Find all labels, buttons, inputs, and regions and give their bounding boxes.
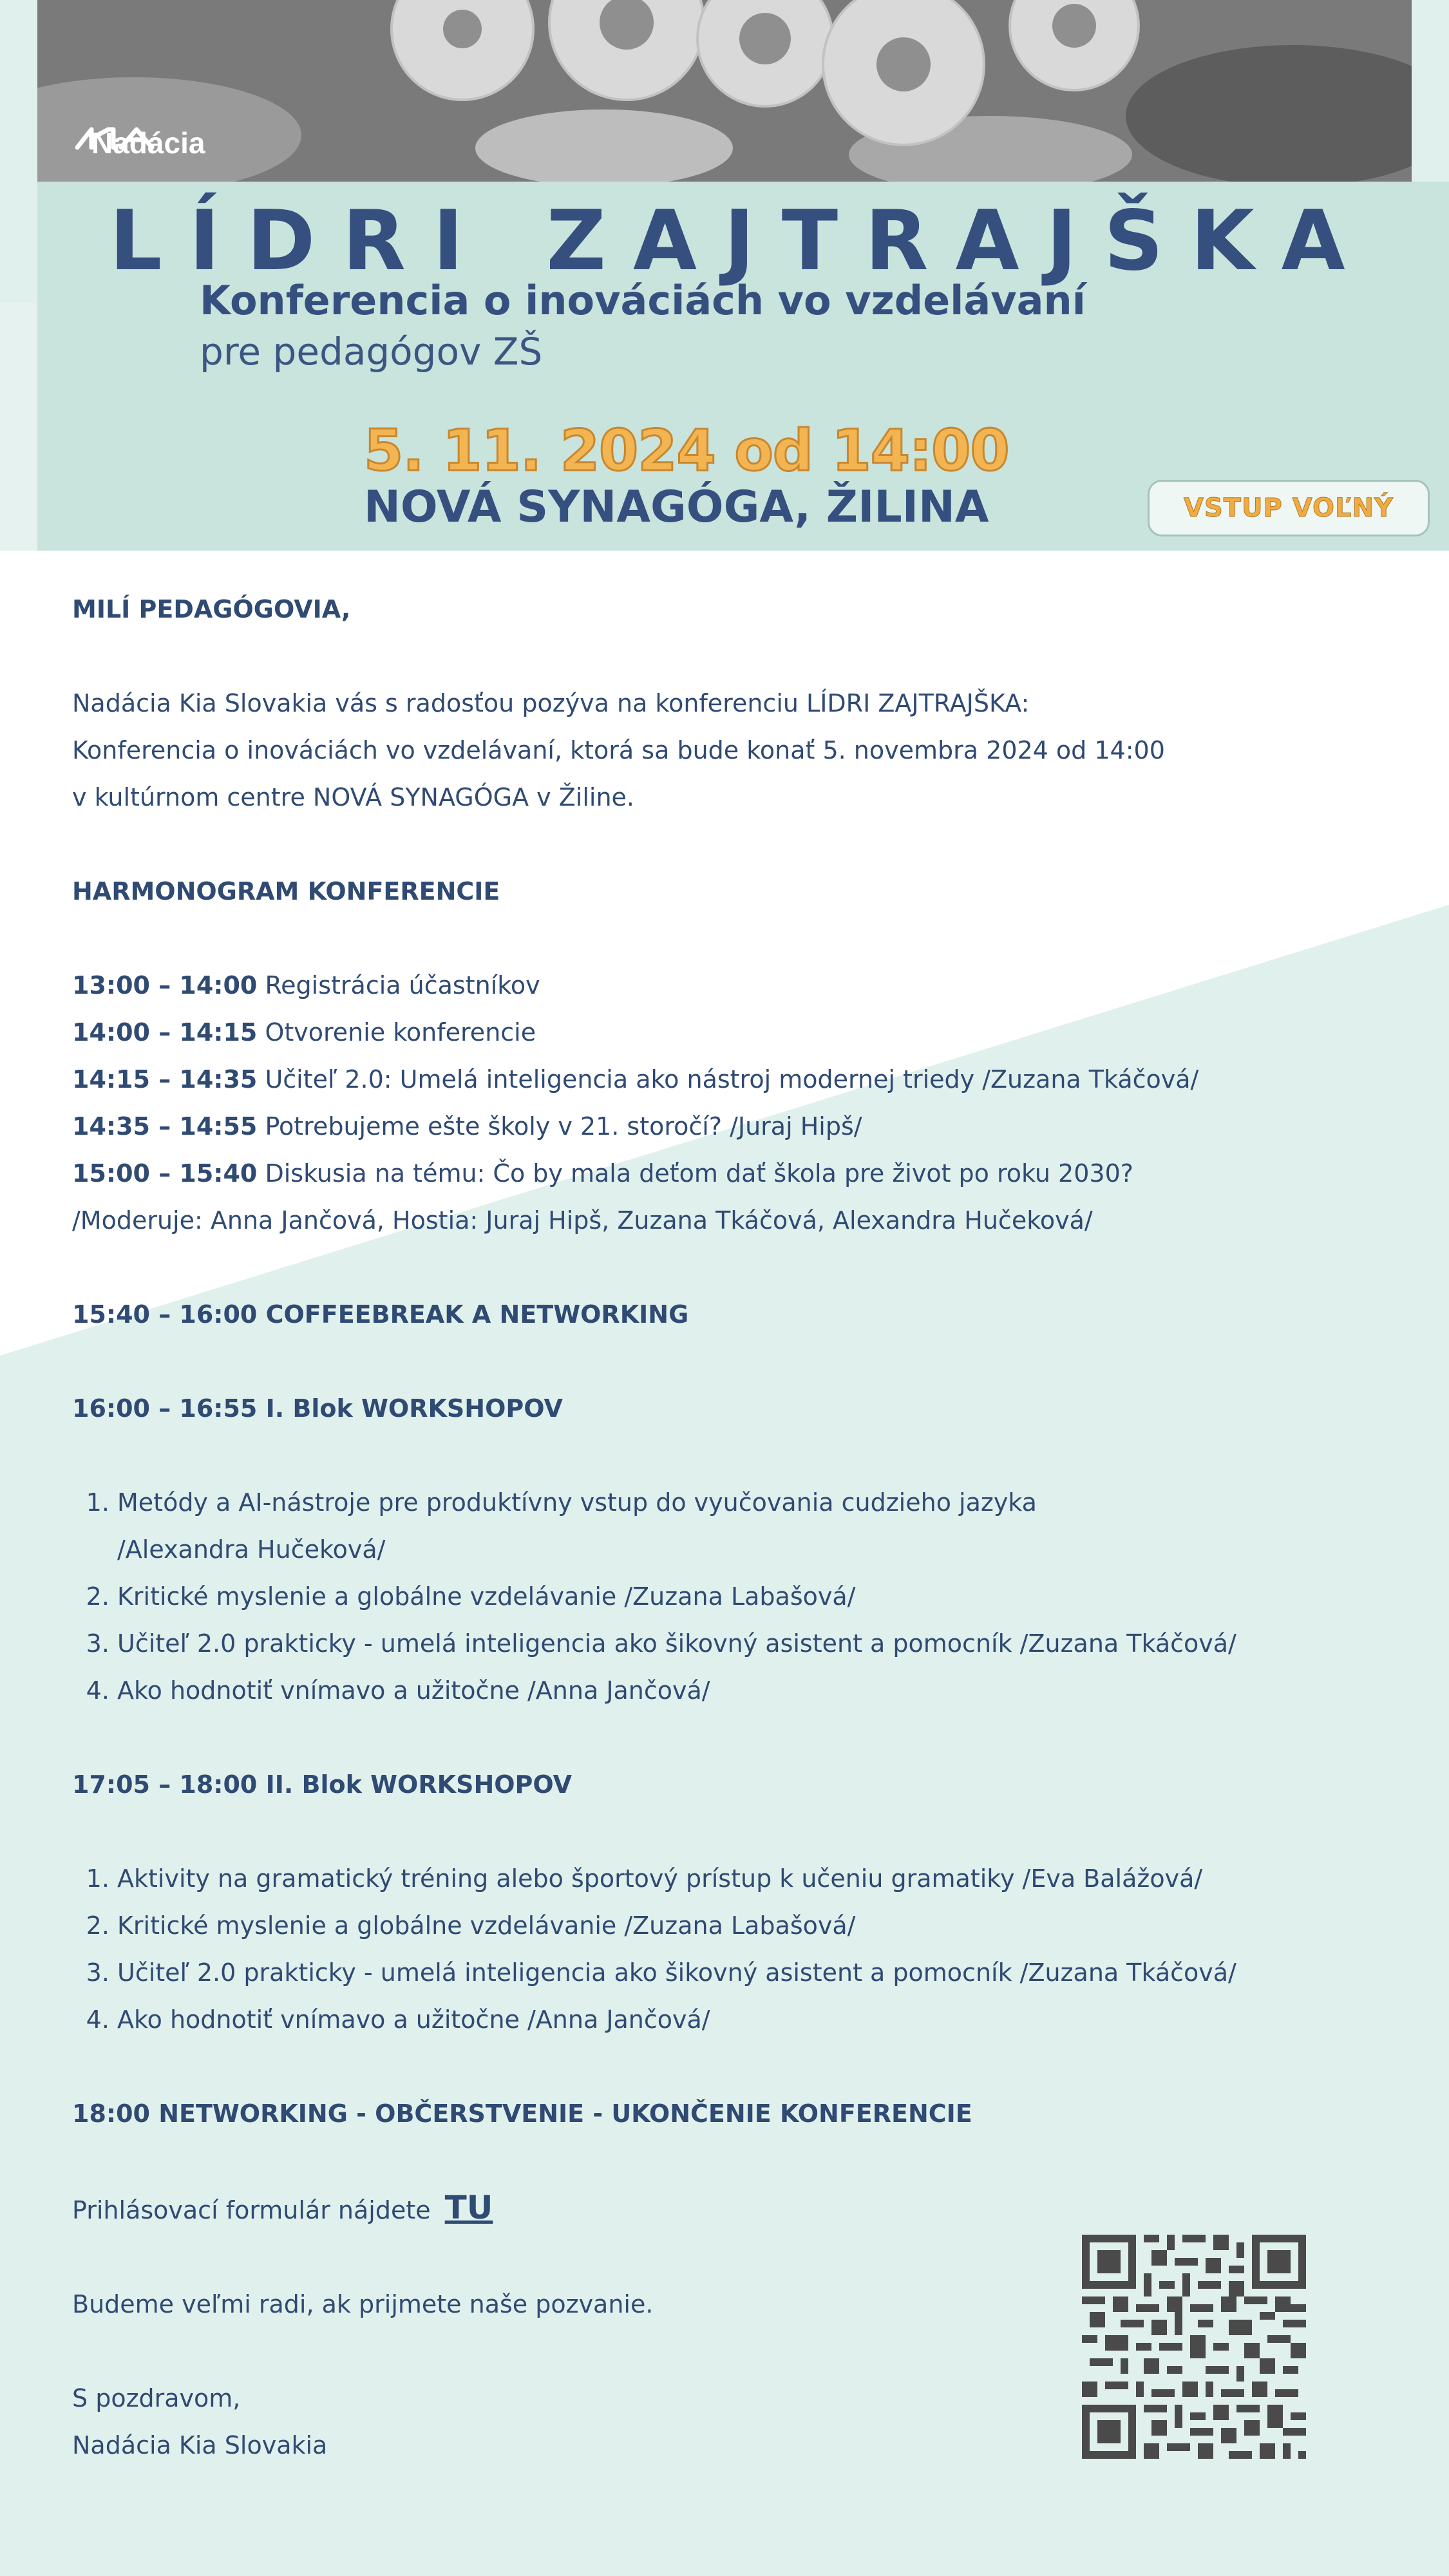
kia-logo: [75, 126, 205, 160]
schedule-text: Otvorenie konferencie: [265, 1018, 536, 1046]
registration-link[interactable]: TU: [444, 2189, 493, 2226]
invitation-line: Konferencia o inováciách vo vzdelávaní, ktorá sa bude konať 5. novembra 2024 od 14:00: [72, 736, 1165, 764]
hero-photo: [37, 0, 1412, 182]
schedule-time: 14:15 – 14:35: [72, 1065, 258, 1094]
registration-line: [72, 2184, 1392, 2234]
workshop-item: [117, 1996, 1392, 2043]
workshop-author: /Alexandra Hučeková/: [117, 1535, 386, 1564]
signature: Nadácia Kia Slovakia: [72, 2431, 328, 2459]
logo-text: Nadácia: [91, 126, 205, 160]
workshop-title: Ako hodnotiť vnímavo a užitočne /Anna Jančová/: [117, 2005, 710, 2034]
event-subtitle: Konferencia o inováciách vo vzdelávaní: [200, 277, 1086, 324]
event-audience: pre pedagógov ZŠ: [200, 330, 543, 374]
schedule-time: 14:35 – 14:55: [72, 1112, 258, 1141]
schedule-text: Učiteľ 2.0: Umelá inteligencia ako nástroj modernej triedy /Zuzana Tkáčová/: [265, 1065, 1199, 1094]
schedule-heading: HARMONOGRAM KONFERENCIE: [72, 877, 500, 905]
workshop-title: Kritické myslenie a globálne vzdelávanie /Zuzana Labašová/: [117, 1911, 856, 1940]
invitation-line: Nadácia Kia Slovakia vás s radosťou pozýva na konferenciu LÍDRI ZAJTRAJŠKA:: [72, 689, 1030, 717]
invitation-line: v kultúrnom centre NOVÁ SYNAGÓGA v Žiline.: [72, 783, 634, 811]
workshop-title: Ako hodnotiť vnímavo a užitočne /Anna Jančová/: [117, 1676, 710, 1705]
workshop-item: [117, 1573, 1392, 1620]
coffee-break: 15:40 – 16:00 COFFEEBREAK A NETWORKING: [72, 1300, 689, 1329]
qr-code[interactable]: [1082, 2235, 1306, 2459]
invitation-body: [72, 586, 1392, 2469]
workshop-item: [117, 1620, 1392, 1667]
schedule-item: [72, 1150, 1392, 1197]
greeting: MILÍ PEDAGÓGOVIA,: [72, 595, 351, 623]
workshop-block-1-list: [72, 1479, 1392, 1714]
workshop-item: [117, 1667, 1392, 1714]
schedule-time: 13:00 – 14:00: [72, 971, 258, 999]
workshop-item: [117, 1902, 1392, 1949]
schedule-text: Registrácia účastníkov: [265, 971, 540, 999]
schedule-item: [72, 962, 1392, 1009]
free-entry-badge: VSTUP VOĽNÝ: [1148, 480, 1430, 536]
signoff: S pozdravom,: [72, 2384, 241, 2412]
event-title: LÍDRI ZAJTRAJŠKA: [109, 193, 1372, 289]
schedule-item: [72, 1009, 1392, 1056]
workshop-title: Aktivity na gramatický tréning alebo športový prístup k učeniu gramatiky /Eva Balážová/: [117, 1864, 1203, 1893]
schedule-time: 14:00 – 14:15: [72, 1018, 258, 1046]
workshop-block-2-heading: 17:05 – 18:00 II. Blok WORKSHOPOV: [72, 1770, 573, 1799]
workshop-title: Učiteľ 2.0 prakticky - umelá inteligencia ako šikovný asistent a pomocník /Zuzana Tkáčová/: [117, 1958, 1236, 1987]
workshop-block-2-list: [72, 1855, 1392, 2043]
workshop-item: [117, 1949, 1392, 1996]
workshop-title: Kritické myslenie a globálne vzdelávanie /Zuzana Labašová/: [117, 1582, 856, 1611]
workshop-title: Učiteľ 2.0 prakticky - umelá inteligencia ako šikovný asistent a pomocník /Zuzana Tkáčová/: [117, 1629, 1236, 1658]
workshop-block-1-heading: 16:00 – 16:55 I. Blok WORKSHOPOV: [72, 1394, 563, 1423]
closing-program: 18:00 NETWORKING - OBČERSTVENIE - UKONČENIE KONFERENCIE: [72, 2099, 972, 2128]
gears-illustration: [37, 0, 1412, 182]
workshop-item: [117, 1855, 1392, 1902]
schedule-item: [72, 1056, 1392, 1103]
workshop-title: Metódy a AI-nástroje pre produktívny vstup do vyučovania cudzieho jazyka: [117, 1488, 1037, 1517]
schedule-time: 15:00 – 15:40: [72, 1159, 258, 1188]
closing-line: Budeme veľmi radi, ak prijmete naše pozvanie.: [72, 2290, 654, 2318]
schedule-text: Diskusia na tému: Čo by mala deťom dať škola pre život po roku 2030?: [265, 1159, 1133, 1188]
schedule-item: [72, 1103, 1392, 1150]
event-date: 5. 11. 2024 od 14:00: [364, 417, 1009, 484]
schedule-text: Potrebujeme ešte školy v 21. storočí? /Juraj Hipš/: [265, 1112, 862, 1141]
event-venue: NOVÁ SYNAGÓGA, ŽILINA: [364, 482, 989, 533]
discussion-guests: /Moderuje: Anna Jančová, Hostia: Juraj Hipš, Zuzana Tkáčová, Alexandra Hučeková/: [72, 1206, 1093, 1235]
left-decor-strip: [0, 303, 37, 551]
registration-text: Prihlásovací formulár nájdete: [72, 2196, 431, 2224]
workshop-item: [117, 1479, 1392, 1573]
